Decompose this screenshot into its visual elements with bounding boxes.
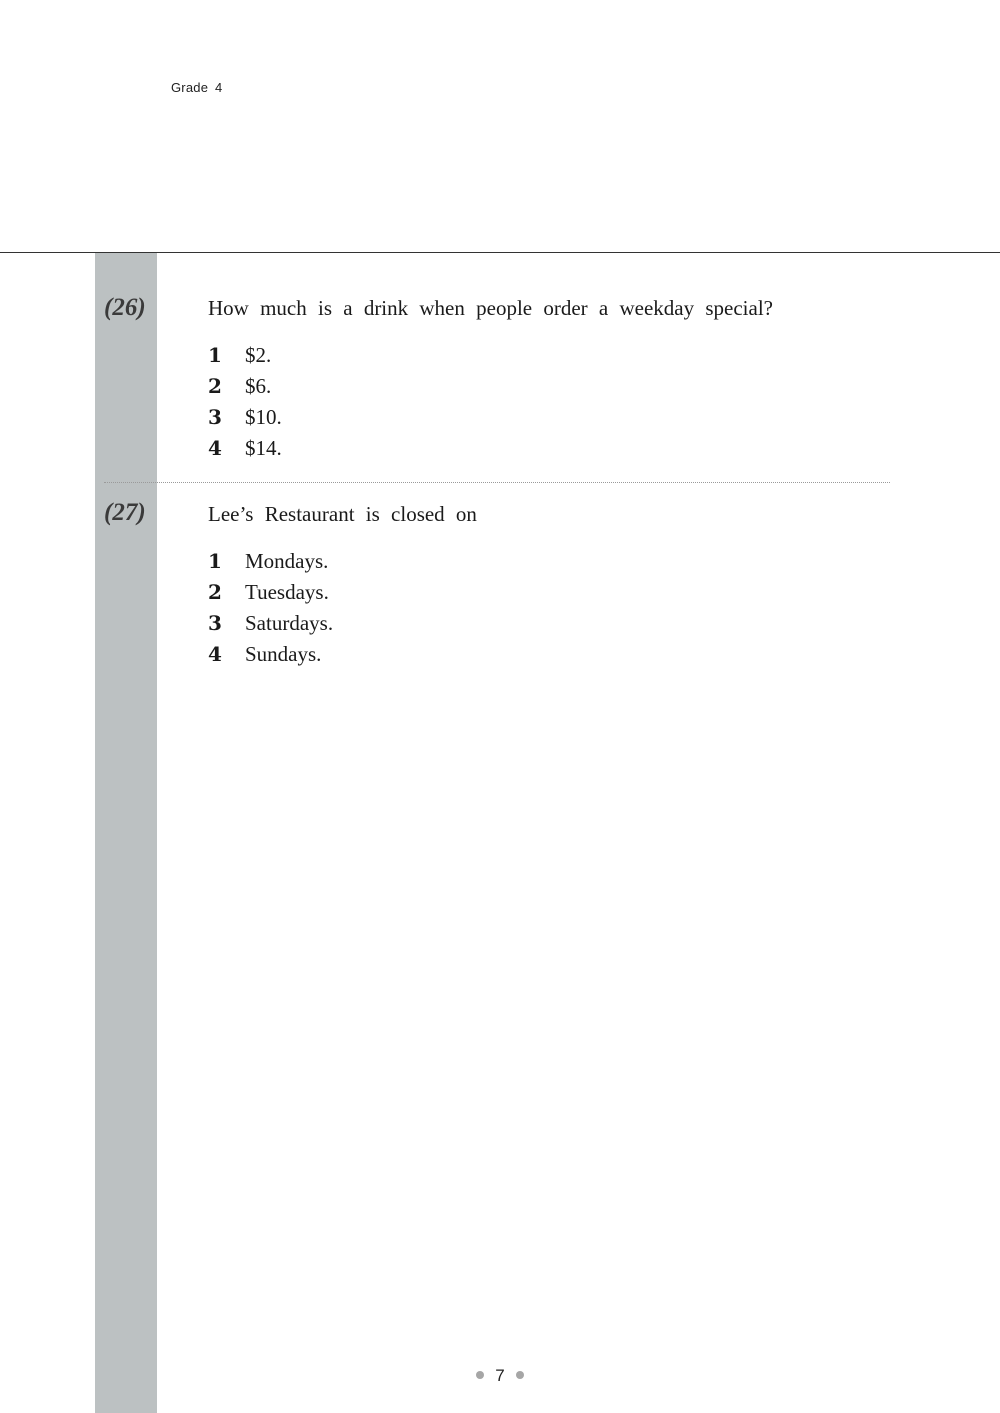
- choice-number: 2: [208, 374, 222, 398]
- footer-dot-left: [476, 1371, 484, 1379]
- choice-number: 4: [208, 642, 222, 666]
- page-number: 7: [495, 1366, 505, 1385]
- question-number-27: (27): [104, 499, 146, 526]
- choice-text: Tuesdays.: [245, 580, 329, 604]
- choice-item: [208, 608, 333, 639]
- choice-text: Mondays.: [245, 549, 329, 573]
- choice-item: [208, 340, 282, 371]
- choice-list-26: [208, 340, 282, 464]
- choice-number: 3: [208, 405, 222, 429]
- question-text-26: How much is a drink when people order a weekday special?: [208, 296, 773, 320]
- footer-dot-right: [516, 1371, 524, 1379]
- side-margin-bar: [95, 253, 157, 1413]
- page-footer: [0, 1366, 1000, 1386]
- choice-number: 4: [208, 436, 222, 460]
- choice-item: [208, 546, 333, 577]
- question-text-27: Lee’s Restaurant is closed on: [208, 502, 477, 526]
- choice-text: $14.: [245, 436, 282, 460]
- choice-item: [208, 639, 333, 670]
- grade-label: Grade 4: [171, 80, 223, 95]
- choice-text: $2.: [245, 343, 272, 367]
- choice-text: $6.: [245, 374, 272, 398]
- choice-item: [208, 402, 282, 433]
- choice-number: 3: [208, 611, 222, 635]
- choice-list-27: [208, 546, 333, 670]
- choice-text: Saturdays.: [245, 611, 334, 635]
- choice-number: 2: [208, 580, 222, 604]
- choice-text: Sundays.: [245, 642, 322, 666]
- choice-item: [208, 577, 333, 608]
- choice-number: 1: [208, 549, 222, 573]
- choice-text: $10.: [245, 405, 282, 429]
- question-separator: [104, 482, 890, 483]
- choice-number: 1: [208, 343, 222, 367]
- choice-item: [208, 371, 282, 402]
- choice-item: [208, 433, 282, 464]
- question-number-26: (26): [104, 294, 146, 321]
